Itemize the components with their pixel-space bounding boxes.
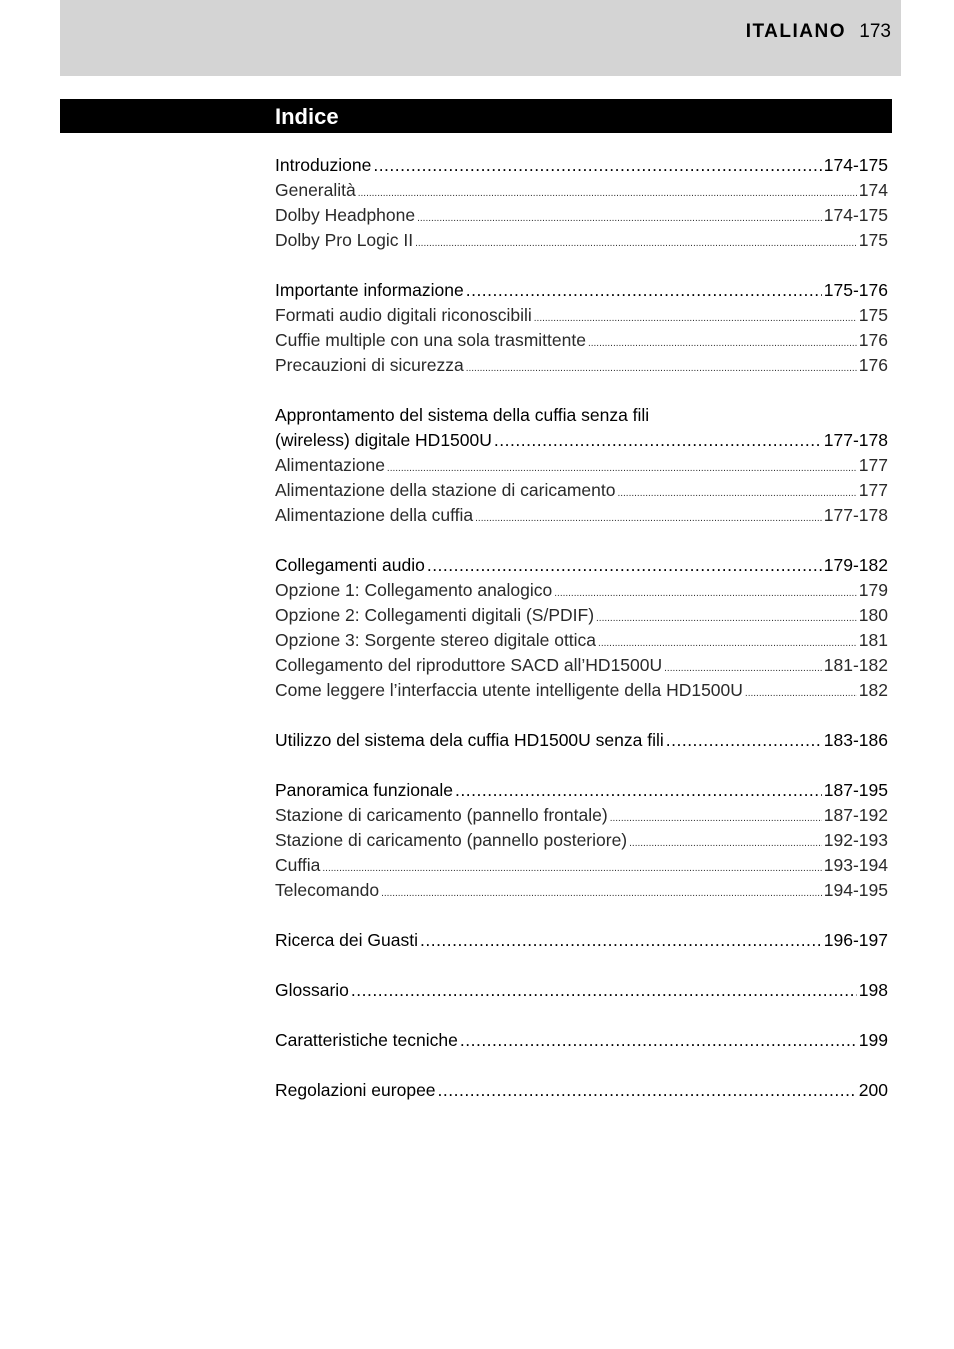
toc-entry-label: Telecomando xyxy=(275,880,380,900)
toc-entry-label: Glossario xyxy=(275,980,349,1000)
toc-entry-page: 179 xyxy=(858,580,888,600)
toc-gap xyxy=(275,380,888,405)
toc-entry-label: Dolby Headphone xyxy=(275,205,416,225)
toc-entry-page: 174-175 xyxy=(823,155,888,175)
toc-gap xyxy=(275,1055,888,1080)
toc-section-entry[interactable] xyxy=(275,405,888,430)
page-number: 173 xyxy=(859,21,891,42)
toc-subentry[interactable] xyxy=(275,805,888,830)
toc-entry-label: Caratteristiche tecniche xyxy=(275,1030,458,1050)
toc-entry-page: 187-192 xyxy=(823,805,888,825)
toc-entry-page: 200 xyxy=(858,1080,888,1100)
toc-entry-label: Panoramica funzionale xyxy=(275,780,454,800)
header-band xyxy=(60,0,901,76)
toc-entry-label: Ricerca dei Guasti xyxy=(275,930,418,950)
toc-subentry[interactable] xyxy=(275,580,888,605)
toc-entry-label: Cuffie multiple con una sola trasmittente xyxy=(275,330,586,350)
toc-entry-label: Opzione 2: Collegamenti digitali (S/PDIF) xyxy=(275,605,595,625)
dot-leader xyxy=(322,863,821,874)
toc-section-entry[interactable] xyxy=(275,780,888,805)
toc-entry-label: Alimentazione della stazione di caricamento xyxy=(275,480,616,500)
toc-subentry[interactable] xyxy=(275,455,888,480)
toc-gap xyxy=(275,530,888,555)
toc-entry-page: 176 xyxy=(858,355,888,375)
toc-section-entry[interactable] xyxy=(275,980,888,1005)
toc-gap xyxy=(275,955,888,980)
dot-leader xyxy=(588,338,857,349)
toc-gap xyxy=(275,905,888,930)
dot-leader xyxy=(617,488,856,499)
toc-entry-page: 174 xyxy=(858,180,888,200)
dot-leader xyxy=(358,188,857,199)
toc-section-entry[interactable] xyxy=(275,1030,888,1055)
toc-entry-label: Importante informazione xyxy=(275,280,464,300)
toc-gap xyxy=(275,1005,888,1030)
toc-entry-page: 176 xyxy=(858,330,888,350)
toc-entry-page: 193-194 xyxy=(823,855,888,875)
toc-entry-label: Collegamento del riproduttore SACD all’HD1500U xyxy=(275,655,663,675)
toc-entry-label: Collegamenti audio xyxy=(275,555,425,575)
toc-entry-page: 182 xyxy=(858,680,888,700)
toc-subentry[interactable] xyxy=(275,605,888,630)
table-of-contents xyxy=(275,155,888,1105)
dot-leader xyxy=(664,663,822,674)
toc-subentry[interactable] xyxy=(275,205,888,230)
dot-leader xyxy=(466,363,857,374)
dot-leader xyxy=(417,213,822,224)
toc-entry-label: Formati audio digitali riconoscibili xyxy=(275,305,532,325)
toc-entry-page: 187-195 xyxy=(823,780,888,800)
toc-section-entry[interactable] xyxy=(275,155,888,180)
toc-entry-page: 179-182 xyxy=(823,555,888,575)
toc-subentry[interactable] xyxy=(275,680,888,705)
toc-entry-label: Dolby Pro Logic II xyxy=(275,230,414,250)
toc-entry-label: Utilizzo del sistema dela cuffia HD1500U senza fili xyxy=(275,730,664,750)
toc-section-entry[interactable] xyxy=(275,1080,888,1105)
toc-section-entry[interactable] xyxy=(275,730,888,755)
toc-entry-label: Stazione di caricamento (pannello frontale) xyxy=(275,805,608,825)
toc-entry-page: 174-175 xyxy=(823,205,888,225)
dot-leader xyxy=(554,588,857,599)
toc-subentry[interactable] xyxy=(275,830,888,855)
dot-leader xyxy=(745,688,857,699)
dot-leader xyxy=(610,813,822,824)
toc-entry-page: 196-197 xyxy=(823,930,888,950)
toc-section-entry[interactable] xyxy=(275,430,888,455)
toc-subentry[interactable] xyxy=(275,230,888,255)
dot-leader xyxy=(373,155,821,176)
dot-leader xyxy=(460,1030,857,1051)
toc-entry-page: 199 xyxy=(858,1030,888,1050)
toc-section-entry[interactable] xyxy=(275,280,888,305)
toc-entry-label: (wireless) digitale HD1500U xyxy=(275,430,492,450)
toc-subentry[interactable] xyxy=(275,655,888,680)
toc-entry-label: Regolazioni europee xyxy=(275,1080,436,1100)
toc-subentry[interactable] xyxy=(275,480,888,505)
toc-subentry[interactable] xyxy=(275,880,888,905)
toc-entry-label: Come leggere l’interfaccia utente intelligente della HD1500U xyxy=(275,680,743,700)
dot-leader xyxy=(387,463,857,474)
toc-subentry[interactable] xyxy=(275,180,888,205)
toc-entry-label: Stazione di caricamento (pannello posteriore) xyxy=(275,830,628,850)
dot-leader xyxy=(466,280,822,301)
toc-entry-label: Opzione 1: Collegamento analogico xyxy=(275,580,553,600)
dot-leader xyxy=(666,730,822,751)
page-title: Indice xyxy=(275,104,339,129)
title-bar xyxy=(60,99,892,133)
toc-subentry[interactable] xyxy=(275,305,888,330)
toc-entry-page: 198 xyxy=(858,980,888,1000)
toc-section-entry[interactable] xyxy=(275,930,888,955)
toc-entry-page: 192-193 xyxy=(823,830,888,850)
toc-subentry[interactable] xyxy=(275,505,888,530)
dot-leader xyxy=(381,888,822,899)
toc-entry-page: 177 xyxy=(858,480,888,500)
dot-leader xyxy=(598,638,857,649)
dot-leader xyxy=(534,313,857,324)
dot-leader xyxy=(596,613,857,624)
dot-leader xyxy=(475,513,822,524)
toc-entry-label: Generalità xyxy=(275,180,356,200)
toc-gap xyxy=(275,755,888,780)
toc-entry-page: 183-186 xyxy=(823,730,888,750)
toc-section-entry[interactable] xyxy=(275,555,888,580)
toc-subentry[interactable] xyxy=(275,355,888,380)
toc-entry-page: 177 xyxy=(858,455,888,475)
toc-entry-label: Precauzioni di sicurezza xyxy=(275,355,464,375)
dot-leader xyxy=(455,780,822,801)
toc-gap xyxy=(275,705,888,730)
dot-leader xyxy=(427,555,822,576)
toc-entry-page: 181-182 xyxy=(823,655,888,675)
toc-entry-page: 175 xyxy=(858,305,888,325)
dot-leader xyxy=(415,238,857,249)
toc-subentry[interactable] xyxy=(275,630,888,655)
toc-entry-page: 175 xyxy=(858,230,888,250)
toc-entry-page: 177-178 xyxy=(823,505,888,525)
toc-subentry[interactable] xyxy=(275,330,888,355)
toc-entry-label: Introduzione xyxy=(275,155,372,175)
toc-entry-label: Cuffia xyxy=(275,855,321,875)
toc-entry-page: 180 xyxy=(858,605,888,625)
toc-entry-label: Alimentazione xyxy=(275,455,385,475)
dot-leader xyxy=(629,838,822,849)
dot-leader xyxy=(438,1080,857,1101)
toc-entry-page: 194-195 xyxy=(823,880,888,900)
language-label: ITALIANO xyxy=(745,21,846,42)
toc-entry-label: Alimentazione della cuffia xyxy=(275,505,474,525)
toc-entry-page: 175-176 xyxy=(823,280,888,300)
toc-entry-label: Approntamento del sistema della cuffia senza fili xyxy=(275,405,650,425)
dot-leader xyxy=(420,930,822,951)
toc-entry-label: Opzione 3: Sorgente stereo digitale ottica xyxy=(275,630,597,650)
dot-leader xyxy=(494,430,822,451)
toc-subentry[interactable] xyxy=(275,855,888,880)
toc-entry-page: 181 xyxy=(858,630,888,650)
dot-leader xyxy=(351,980,857,1001)
toc-entry-page: 177-178 xyxy=(823,430,888,450)
toc-gap xyxy=(275,255,888,280)
